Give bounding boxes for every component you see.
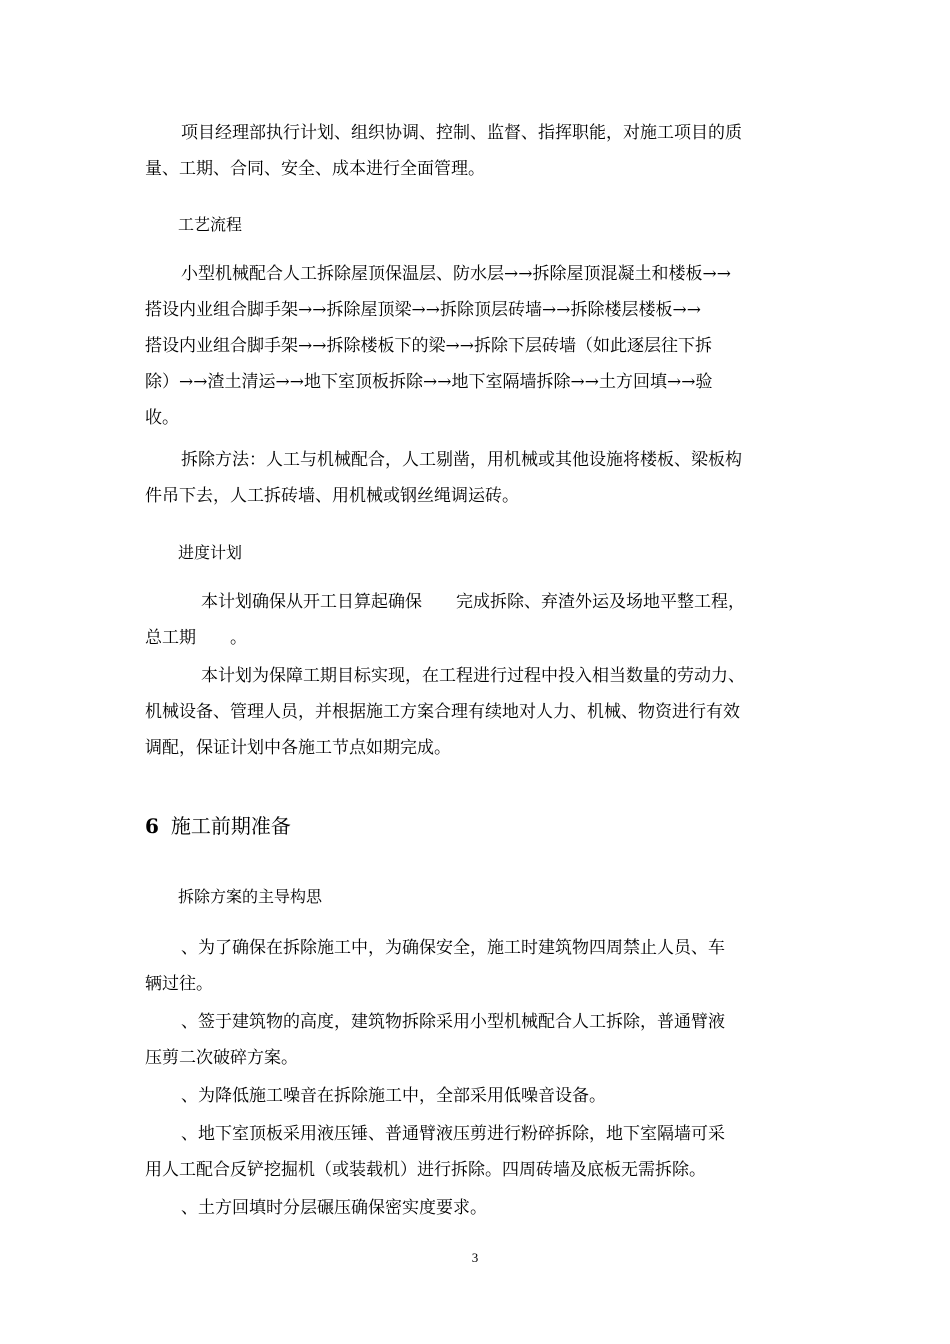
section-6-heading	[145, 810, 291, 839]
text-line: 总工期 。	[145, 628, 247, 648]
schedule-heading: 进度计划	[178, 543, 243, 562]
section-6-subheading: 拆除方案的主导构思	[178, 887, 323, 906]
text-line: 、为降低施工噪音在拆除施工中，全部采用低噪音设备。	[181, 1086, 606, 1106]
text-line: 量、工期、合同、安全、成本进行全面管理。	[145, 159, 485, 179]
text-line: 、地下室顶板采用液压锤、普通臂液压剪进行粉碎拆除，地下室隔墙可采	[181, 1124, 725, 1144]
method-paragraph	[145, 442, 825, 514]
section-title: 施工前期准备	[170, 814, 291, 838]
text-line: 辆过往。	[145, 974, 213, 994]
process-heading: 工艺流程	[178, 215, 243, 234]
text-line: 小型机械配合人工拆除屋顶保温层、防水层→→拆除屋顶混凝土和楼板→→	[181, 264, 731, 284]
text-line: 搭设内业组合脚手架→→拆除楼板下的梁→→拆除下层砖墙（如此逐层往下拆	[145, 336, 712, 356]
list-item	[145, 1078, 825, 1114]
text-line: 本计划确保从开工日算起确保 完成拆除、弃渣外运及场地平整工程，	[201, 592, 745, 612]
list-item	[145, 1190, 825, 1226]
list-item	[145, 1116, 825, 1188]
schedule-paragraph-2	[145, 658, 825, 766]
text-line: 搭设内业组合脚手架→→拆除屋顶梁→→拆除顶层砖墙→→拆除楼层楼板→→	[145, 300, 701, 320]
text-line: 收。	[145, 408, 179, 428]
list-item	[145, 930, 825, 1002]
text-line: 用人工配合反铲挖掘机（或装载机）进行拆除。四周砖墙及底板无需拆除。	[145, 1160, 706, 1180]
list-item	[145, 1004, 825, 1076]
text-line: 件吊下去，人工拆砖墙、用机械或钢丝绳调运砖。	[145, 486, 519, 506]
section-number: 6	[145, 814, 159, 838]
text-line: 、为了确保在拆除施工中，为确保安全，施工时建筑物四周禁止人员、车	[181, 938, 725, 958]
text-line: 、土方回填时分层碾压确保密实度要求。	[181, 1198, 487, 1218]
page-number: 3	[471, 1250, 479, 1265]
text-line: 、签于建筑物的高度，建筑物拆除采用小型机械配合人工拆除，普通臂液	[181, 1012, 725, 1032]
intro-paragraph	[145, 115, 825, 187]
text-line: 拆除方法：人工与机械配合，人工剔凿，用机械或其他设施将楼板、梁板构	[181, 450, 742, 470]
process-paragraph	[145, 256, 825, 436]
text-line: 机械设备、管理人员，并根据施工方案合理有续地对人力、机械、物资进行有效	[145, 702, 740, 722]
schedule-paragraph-1	[145, 584, 825, 656]
text-line: 项目经理部执行计划、组织协调、控制、监督、指挥职能，对施工项目的质	[181, 123, 742, 143]
text-line: 调配，保证计划中各施工节点如期完成。	[145, 738, 451, 758]
text-line: 除）→→渣土清运→→地下室顶板拆除→→地下室隔墙拆除→→土方回填→→验	[145, 372, 713, 392]
text-line: 压剪二次破碎方案。	[145, 1048, 298, 1068]
text-line: 本计划为保障工期目标实现，在工程进行过程中投入相当数量的劳动力、	[201, 666, 745, 686]
